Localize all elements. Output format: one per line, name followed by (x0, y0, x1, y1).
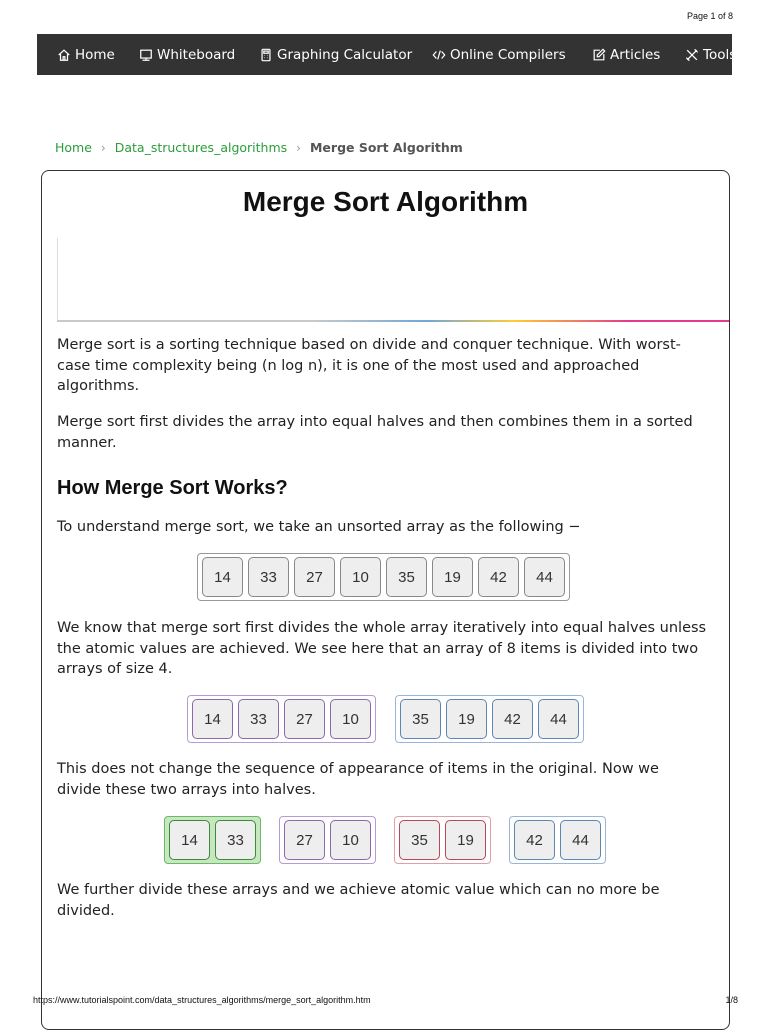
nav-item-whiteboard[interactable] (139, 34, 235, 75)
breadcrumb-separator: › (100, 140, 106, 155)
array-diagram-half-right (395, 695, 584, 743)
array-cell: 10 (330, 699, 371, 739)
home-icon (57, 48, 71, 62)
array-cell: 42 (492, 699, 533, 739)
section-heading: How Merge Sort Works? (57, 477, 288, 499)
array-cell: 44 (524, 557, 565, 597)
array-diagram-full (197, 553, 570, 601)
nav-label-graphing-calculator: Graphing Calculator (277, 46, 413, 63)
nav-label-home: Home (75, 46, 115, 63)
array-diagram-quarter-3 (394, 816, 491, 864)
print-footer-page-number: 1/8 (725, 995, 738, 1005)
array-cell: 42 (514, 820, 555, 860)
array-cell: 10 (330, 820, 371, 860)
array-cell: 14 (169, 820, 210, 860)
array-cell: 19 (445, 820, 486, 860)
nav-item-home[interactable] (57, 34, 115, 75)
print-footer-url: https://www.tutorialspoint.com/data_structures_algorithms/merge_sort_algorithm.htm (33, 995, 371, 1005)
nav-item-online-compilers[interactable] (432, 34, 566, 75)
array-cell: 19 (446, 699, 487, 739)
array-cell: 44 (560, 820, 601, 860)
array-cell: 42 (478, 557, 519, 597)
breadcrumb-current: Merge Sort Algorithm (309, 140, 463, 155)
array-cell: 35 (399, 820, 440, 860)
array-cell: 35 (386, 557, 427, 597)
array-cell: 19 (432, 557, 473, 597)
intro-paragraph: Merge sort is a sorting technique based on divide and conquer technique. With worst-case time complexity being (n log n), it is one of the most used and approached algorithms. (57, 337, 681, 394)
whiteboard-icon (139, 48, 153, 62)
breadcrumb-section-link[interactable]: Data_structures_algorithms (114, 140, 288, 155)
array-cell: 14 (202, 557, 243, 597)
array-cell: 14 (192, 699, 233, 739)
array-cell: 27 (284, 699, 325, 739)
calculator-icon (259, 48, 273, 62)
ad-placeholder (57, 238, 729, 322)
array-diagram-quarter-1 (164, 816, 261, 864)
nav-label-tools: Tools (703, 46, 737, 63)
code-icon (432, 48, 446, 62)
print-page-header: Page 1 of 8 (686, 11, 733, 21)
array-cell: 33 (238, 699, 279, 739)
array-cell: 33 (215, 820, 256, 860)
atomic-paragraph: We further divide these arrays and we achieve atomic value which can no more be divided. (57, 882, 660, 919)
edit-icon (592, 48, 606, 62)
page-title: Merge Sort Algorithm (242, 186, 529, 217)
sequence-paragraph: This does not change the sequence of appearance of items in the original. Now we divide these two arrays into halves. (57, 761, 659, 798)
nav-label-articles: Articles (610, 46, 661, 63)
nav-label-online-compilers: Online Compilers (450, 46, 566, 63)
divide-paragraph: We know that merge sort first divides the whole array iteratively into equal halves unless the atomic values are achieved. We see here that an array of 8 items is divided into two arrays of size 4. (57, 620, 707, 677)
array-cell: 44 (538, 699, 579, 739)
array-cell: 35 (400, 699, 441, 739)
array-diagram-quarter-2 (279, 816, 376, 864)
unsorted-array-paragraph: To understand merge sort, we take an unsorted array as the following − (57, 519, 581, 535)
array-diagram-half-left (187, 695, 376, 743)
top-navbar (37, 34, 737, 75)
nav-item-graphing-calculator[interactable] (259, 34, 412, 75)
array-diagram-quarter-4 (509, 816, 606, 864)
ad-divider (57, 320, 729, 322)
breadcrumb-separator: › (296, 140, 301, 155)
breadcrumb (55, 140, 463, 155)
nav-label-whiteboard: Whiteboard (157, 46, 236, 63)
halves-paragraph: Merge sort first divides the array into equal halves and then combines them in a sorted manner. (57, 414, 693, 451)
breadcrumb-home-link[interactable]: Home (55, 140, 92, 155)
array-cell: 33 (248, 557, 289, 597)
array-cell: 27 (294, 557, 335, 597)
nav-item-articles[interactable] (592, 34, 660, 75)
nav-item-tools[interactable] (685, 34, 736, 75)
array-cell: 10 (340, 557, 381, 597)
tools-icon (685, 48, 699, 62)
array-cell: 27 (284, 820, 325, 860)
